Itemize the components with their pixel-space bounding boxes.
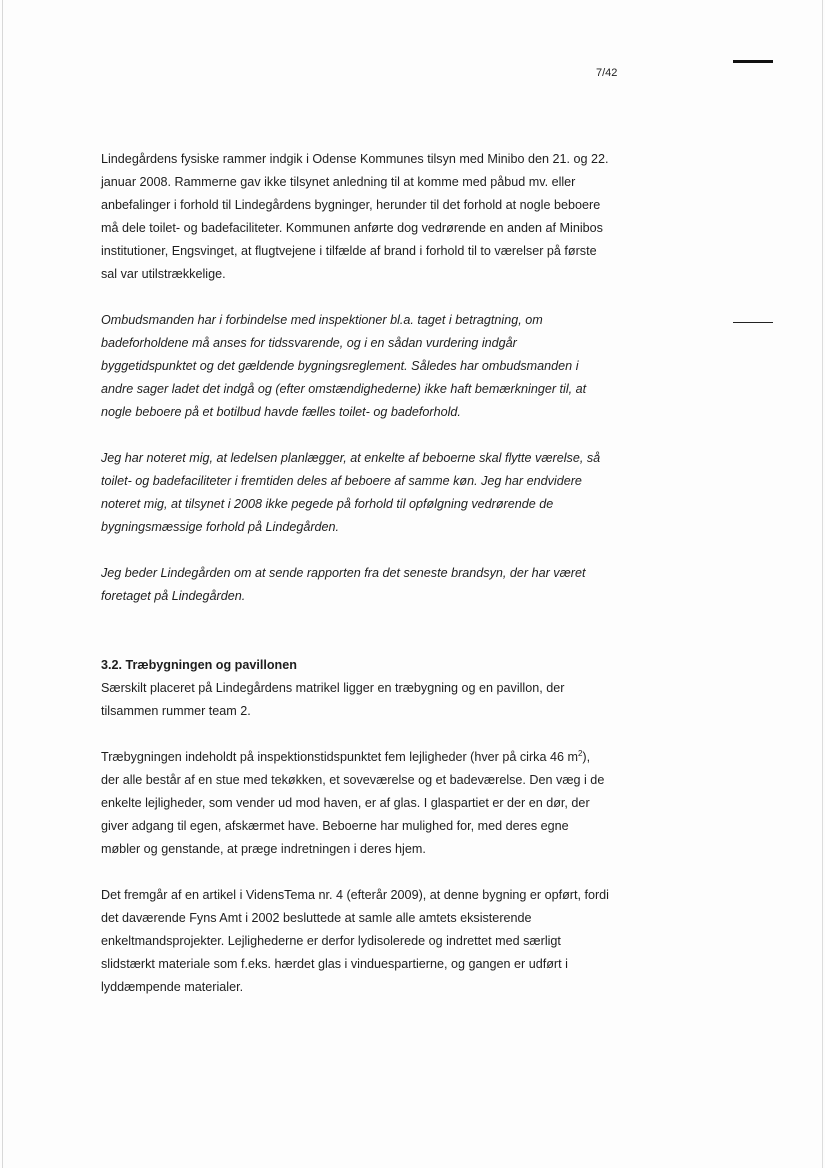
paragraph-ombudsman-considerations: Ombudsmanden har i forbindelse med inspektioner bl.a. taget i betragtning, om badeforholdene må anses for tidssvarende, og i en sådan vurdering indgår byggetidspunktet og det gældende bygningsreglement. Således har ombudsmanden i andre sager ladet det indgå og (efter omstændighederne) ikke haft bemærkninger til, at nogle beboere på et botilbud havde fælles toilet- og badeforhold.	[101, 313, 587, 419]
margin-mark-middle	[733, 322, 773, 323]
paragraph-fire-inspection-request: Jeg beder Lindegården om at sende rapporten fra det seneste brandsyn, der har været foretaget på Lindegården.	[101, 566, 586, 603]
apartments-text-start: Træbygningen indeholdt på inspektionstidspunktet fem lejligheder (hver på cirka 46 m	[101, 750, 578, 764]
section-heading: 3.2. Træbygningen og pavillonen	[101, 658, 297, 672]
scan-edge-right	[822, 0, 823, 1168]
paragraph-videnstema-article: Det fremgår af en artikel i VidensTema nr. 4 (efterår 2009), at denne bygning er opført, fordi det daværende Fyns Amt i 2002 besluttede at samle alle amtets eksisterende enkeltmandsprojekter. Lejlighederne er derfor lydisolerede og indrettet med særligt slidstærkt materiale som f.eks. hærdet glas i vinduespartierne, og gangen er udført i lyddæmpende materialer.	[101, 888, 609, 994]
paragraph-wooden-building-location: Særskilt placeret på Lindegårdens matrikel ligger en træbygning og en pavillon, der tilsammen rummer team 2.	[101, 681, 565, 718]
paragraph-physical-framework: Lindegårdens fysiske rammer indgik i Odense Kommunes tilsyn med Minibo den 21. og 22. januar 2008. Rammerne gav ikke tilsynet anledning til at komme med påbud mv. eller anbefalinger i forhold til Lindegårdens bygninger, herunder til det forhold at nogle beboere må dele toilet- og badefaciliteter. Kommunen anførte dog vedrørende en anden af Minibos institutioner, Engsvinget, at flugtvejene i tilfælde af brand i forhold til to værelser på første sal var utilstrækkelige.	[101, 152, 609, 281]
margin-mark-top	[733, 60, 773, 63]
document-body	[101, 148, 611, 1022]
apartments-text-end: ), der alle består af en stue med tekøkken, et soveværelse og et badeværelse. Den væg i de enkelte lejligheder, som vender ud mod haven, er af glas. I glaspartiet er der en dør, der giver adgang til egen, afskærmet have. Beboerne har mulighed for, med deres egne møbler og genstande, at præge indretningen i deres hjem.	[101, 750, 605, 856]
square-meter-superscript: 2	[577, 748, 583, 758]
section-spacer	[101, 631, 611, 654]
paragraph-noted-plans: Jeg har noteret mig, at ledelsen planlægger, at enkelte af beboerne skal flytte værelse, så toilet- og badefaciliteter i fremtiden deles af beboere af samme køn. Jeg har endvidere noteret mig, at tilsynet i 2008 ikke pegede på forhold til opfølgning vedrørende de bygningsmæssige forhold på Lindegården.	[101, 451, 601, 534]
page-number: 7/42	[596, 67, 618, 79]
paragraph-wooden-building-apartments	[101, 746, 611, 861]
scan-edge-left	[2, 0, 3, 1168]
